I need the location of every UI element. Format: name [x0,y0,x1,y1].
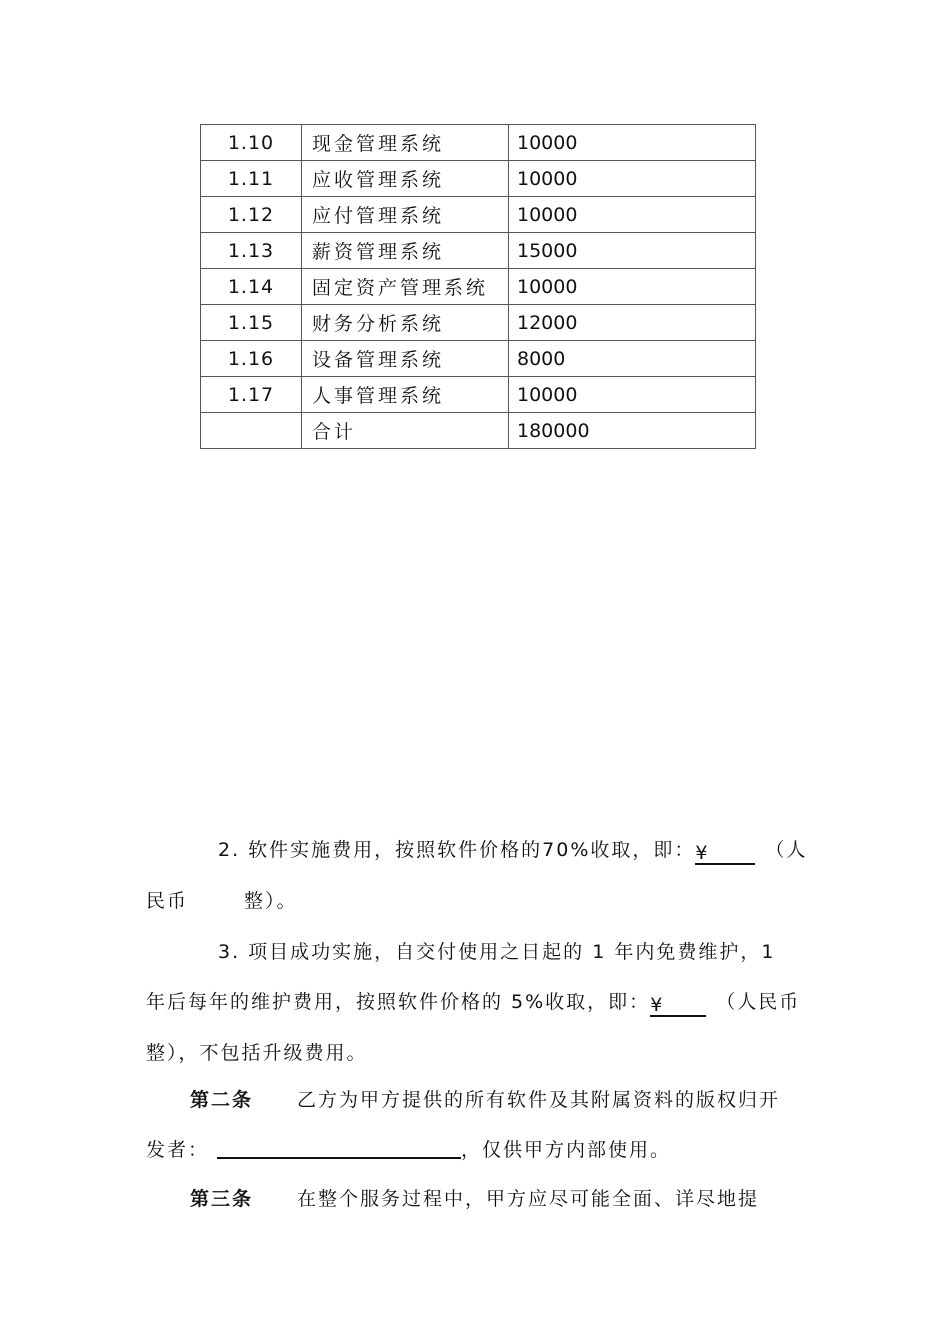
table-row [201,341,756,377]
item-name: 现金管理系统 [302,125,509,161]
developer-blank [217,1136,461,1159]
implementation-fee-line-2 [146,886,298,913]
table-row [201,377,756,413]
table-row [201,269,756,305]
rmb-close: 整）。 [244,890,298,912]
item-number: 1.15 [201,305,302,341]
article-three-line [190,1184,759,1211]
article-two-line [190,1085,780,1112]
maintenance-fee-line [218,937,775,964]
item-name: 设备管理系统 [302,341,509,377]
table-row [201,125,756,161]
article-two-line-2 [146,1135,671,1162]
item-number: 1.12 [201,197,302,233]
total-row [201,413,756,449]
rmb-label: 民币 [146,890,189,912]
article-three-text: 在整个服务过程中，甲方应尽可能全面、详尽地提 [297,1188,760,1210]
item-price: 8000 [509,341,756,377]
yen-sign: ¥ [650,994,665,1016]
total-label: 合计 [302,413,509,449]
total-number [201,413,302,449]
item-name: 人事管理系统 [302,377,509,413]
item-number: 1.11 [201,161,302,197]
maintenance-fee-text-2: 年后每年的维护费用，按照软件价格的 5%收取，即： [146,991,651,1013]
table-row [201,233,756,269]
table-row [201,305,756,341]
item-price: 10000 [509,125,756,161]
item-name: 薪资管理系统 [302,233,509,269]
implementation-fee-line [218,835,807,865]
rmb-open: （人民币 [716,991,801,1013]
maintenance-fee-text-3: 整），不包括升级费用。 [146,1042,368,1064]
item-name: 固定资产管理系统 [302,269,509,305]
maintenance-fee-blank [650,994,706,1017]
table-row [201,197,756,233]
total-price: 180000 [509,413,756,449]
article-two-heading: 第二条 [190,1089,254,1111]
item-price: 15000 [509,233,756,269]
price-table-body [201,125,756,449]
item-number: 1.10 [201,125,302,161]
item-price: 10000 [509,161,756,197]
item-name: 应付管理系统 [302,197,509,233]
article-two-text: 乙方为甲方提供的所有软件及其附属资料的版权归开 [297,1089,781,1111]
item-price: 10000 [509,377,756,413]
item-price: 10000 [509,269,756,305]
item-price: 12000 [509,305,756,341]
developer-label: 发者： [146,1139,210,1161]
price-table [200,124,756,449]
item-name: 应收管理系统 [302,161,509,197]
table-row [201,161,756,197]
item-price: 10000 [509,197,756,233]
item-number: 1.13 [201,233,302,269]
item-number: 1.16 [201,341,302,377]
maintenance-fee-line-2 [146,987,800,1017]
maintenance-fee-line-3 [146,1038,368,1065]
article-three-heading: 第三条 [190,1188,254,1210]
article-two-text-2: ，仅供甲方内部使用。 [461,1139,672,1161]
item-number: 1.14 [201,269,302,305]
item-number: 1.17 [201,377,302,413]
rmb-open: （人 [765,839,808,861]
yen-sign: ¥ [695,842,710,864]
implementation-fee-blank [695,842,755,865]
maintenance-fee-text: 3. 项目成功实施，自交付使用之日起的 1 年内免费维护，1 [218,941,776,963]
implementation-fee-text: 2. 软件实施费用，按照软件价格的70%收取，即： [218,839,696,861]
item-name: 财务分析系统 [302,305,509,341]
